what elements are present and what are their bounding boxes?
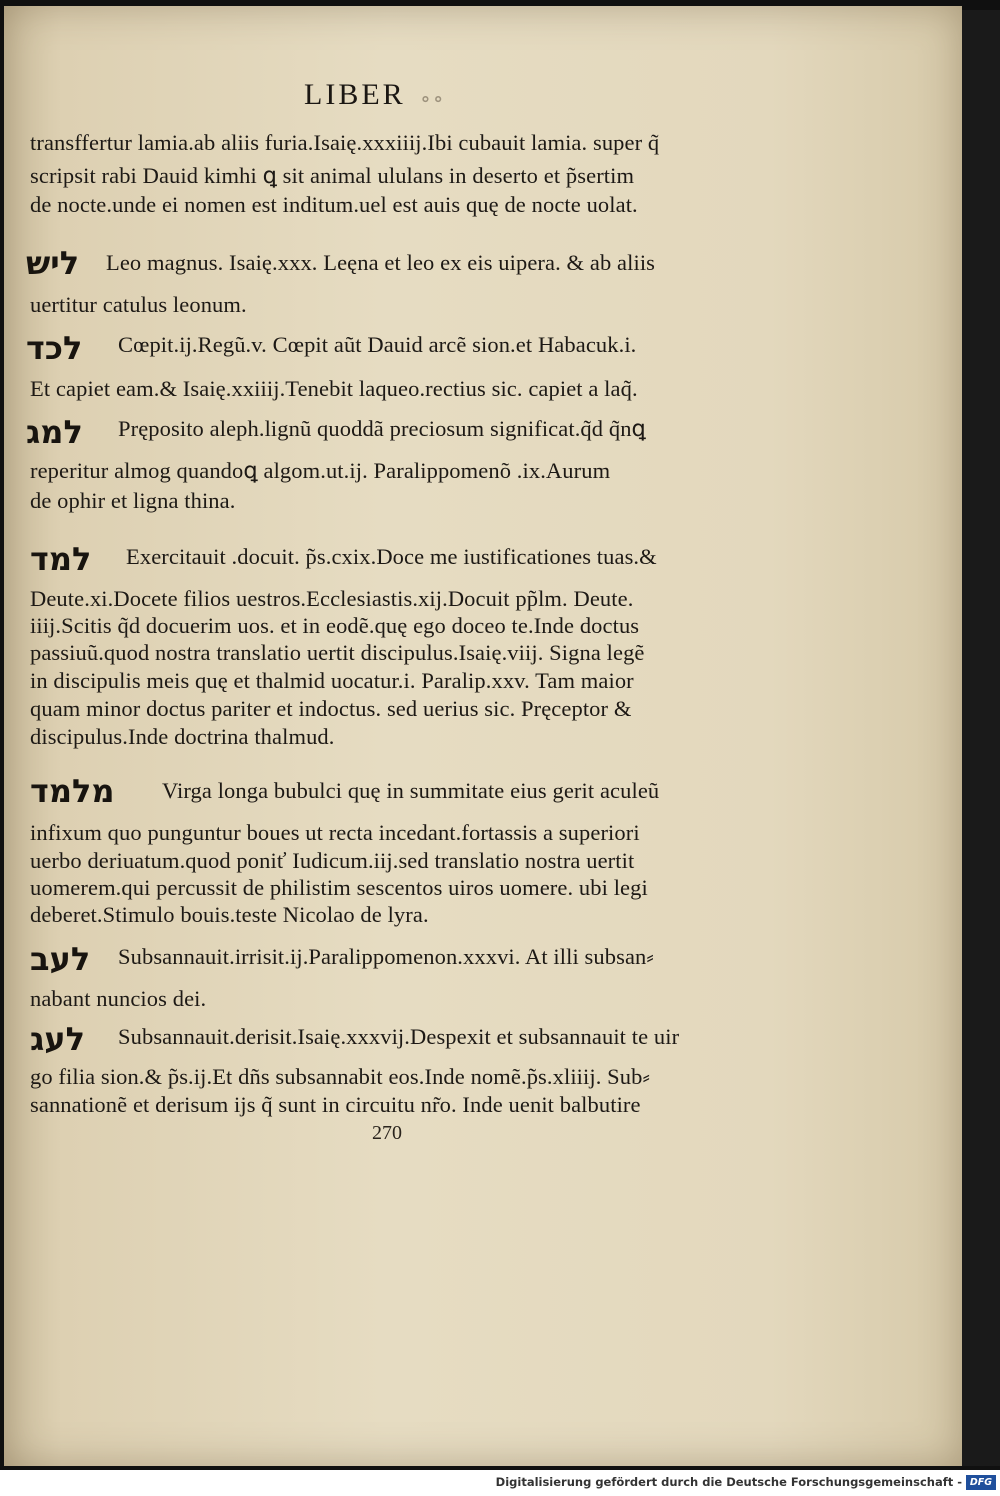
hebrew-headword: למד [30,540,92,578]
text-line: sannationẽ et derisum ijs q̃ sunt in circuitu nr̃o. Inde uenit balbutire [30,1092,641,1117]
page-number: 270 [372,1122,402,1144]
hebrew-headword: לכד [26,329,83,367]
text-line: discipulus.Inde doctrina thalmud. [30,724,335,749]
footer-bar [0,1470,1000,1496]
text-line: passiuũ.quod nostra translatio uertit discipulus.Isaię.viij. Signa legẽ [30,640,645,665]
text-line: deberet.Stimulo bouis.teste Nicolao de lyra. [30,902,429,927]
running-header: LIBER [304,78,406,111]
hebrew-headword: למג [26,413,83,451]
text-line: scripsit rabi Dauid kimhi ꝗ sit animal ululans in deserto et p̃sertim [30,163,635,188]
text-line: Exercitauit .docuit. p̃s.cxix.Doce me iustificationes tuas.& [126,544,657,569]
text-line: reperitur almog quandoꝗ algom.ut.ij. Paralippomenõ .ix.Aurum [30,458,611,483]
text-line: go filia sion.& p̃s.ij.Et dñs subsannabit eos.Inde nomẽ.p̃s.xliiij. Sub⸗ [30,1064,651,1089]
text-line: iiij.Scitis q̃d docuerim uos. et in eodẽ.quę ego doceo te.Inde doctus [30,613,640,638]
hebrew-headword: ליש [26,244,80,282]
text-line: in discipulis meis quę et thalmid uocatur.i. Paralip.xxv. Tam maior [30,668,634,693]
page-edge [958,10,1000,1466]
text-line: de ophir et ligna thina. [30,488,236,513]
text-line: uertitur catulus leonum. [30,292,247,317]
text-line: nabant nuncios dei. [30,986,207,1011]
header-ornament: ∘∘ [420,86,446,111]
dfg-logo: DFG [966,1475,996,1490]
text-line: Pręposito aleph.lignũ quoddã preciosum significat.q̃d q̃nꝗ [118,416,646,441]
text-line: Cœpit.ij.Regũ.v. Cœpit aũt Dauid arcẽ sion.et Habacuk.i. [118,332,637,357]
text-line: de nocte.unde ei nomen est inditum.uel est auis quę de nocte uolat. [30,192,638,217]
text-line: Deute.xi.Docete filios uestros.Ecclesiastis.xij.Docuit pp̃lm. Deute. [30,586,634,611]
text-line: infixum quo punguntur boues ut recta incedant.fortassis a superiori [30,820,640,845]
text-line: Virga longa bubulci quę in summitate eius gerit aculeũ [162,778,660,803]
text-line: Subsannauit.irrisit.ij.Paralippomenon.xxxvi. At illi subsan⸗ [118,944,654,969]
text-line: quam minor doctus pariter et indoctus. sed uerius sic. Pręceptor & [30,696,632,721]
hebrew-headword: מלמד [30,772,115,810]
hebrew-headword: לעב [30,940,91,978]
text-line: transffertur lamia.ab aliis furia.Isaię.xxxiiij.Ibi cubauit lamia. super q̃ [30,130,660,155]
hebrew-headword: לעג [30,1020,85,1058]
book-page [4,6,962,1466]
funding-credit: Digitalisierung gefördert durch die Deutsche Forschungsgemeinschaft - [495,1475,962,1489]
text-line: Et capiet eam.& Isaię.xxiiij.Tenebit laqueo.rectius sic. capiet a laq̃. [30,376,638,401]
text-line: uerbo deriuatum.quod poniť Iudicum.iij.sed translatio nostra uertit [30,848,635,873]
text-line: Subsannauit.derisit.Isaię.xxxvij.Despexit et subsannauit te uir [118,1024,680,1049]
text-line: uomerem.qui percussit de philistim sescentos uiros uomere. ubi legi [30,875,648,900]
text-line: Leo magnus. Isaię.xxx. Leęna et leo ex eis uipera. & ab aliis [106,250,656,275]
